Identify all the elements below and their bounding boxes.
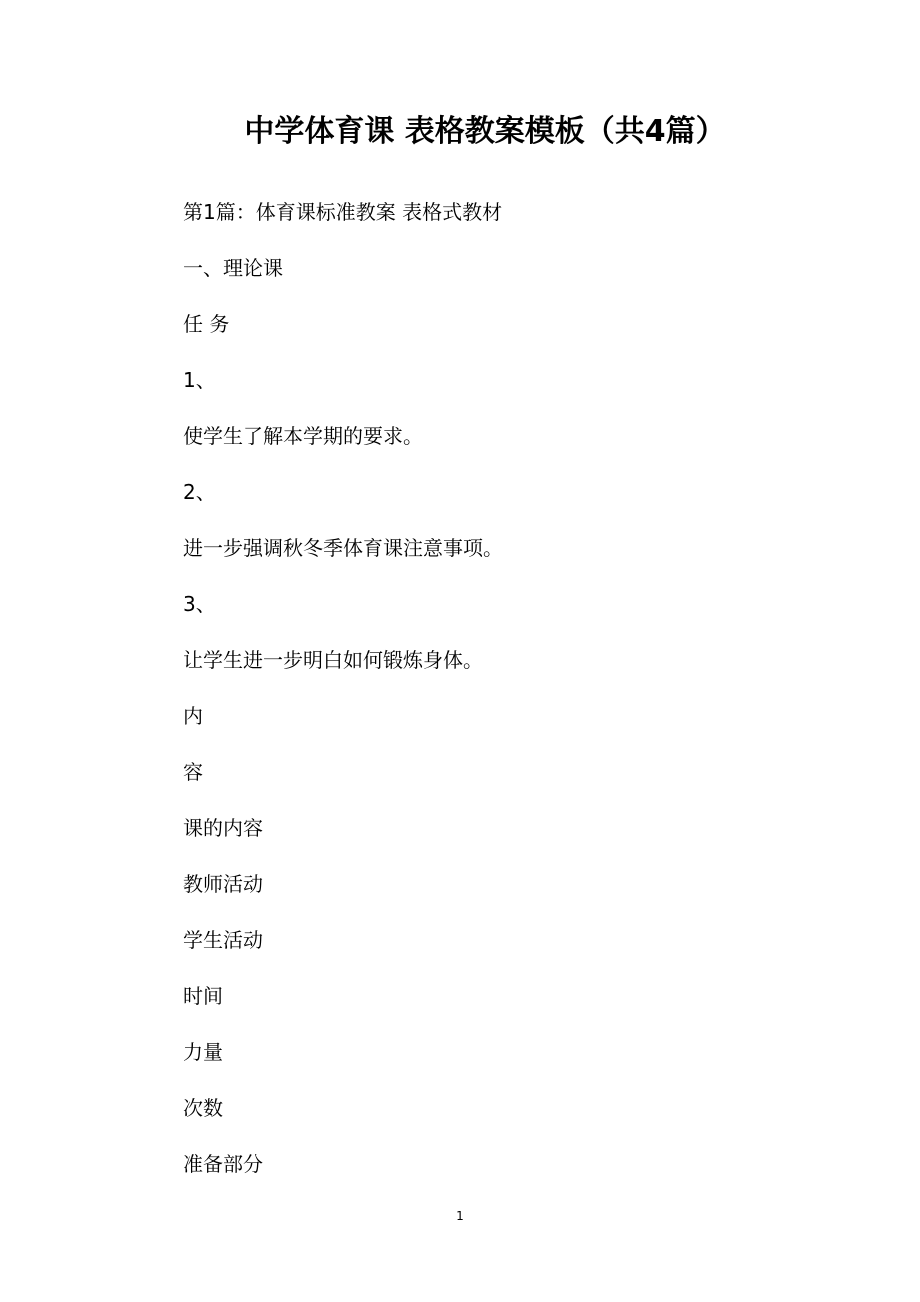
page-number: 1 xyxy=(456,1209,464,1223)
task-label: 任 务 xyxy=(183,312,230,336)
list-number: 3、 xyxy=(183,592,216,616)
subsection-heading: 一、理论课 xyxy=(183,256,283,280)
list-number: 2、 xyxy=(183,480,216,504)
table-header-cell: 次数 xyxy=(183,1096,223,1120)
content-label-part: 容 xyxy=(183,760,203,784)
section-label: 准备部分 xyxy=(183,1152,263,1176)
document-title: 中学体育课 表格教案模板（共4篇） xyxy=(244,114,726,149)
table-header-cell: 教师活动 xyxy=(183,872,263,896)
list-number: 1、 xyxy=(183,368,216,392)
list-item-text: 使学生了解本学期的要求。 xyxy=(183,424,423,448)
section-heading: 第1篇：体育课标准教案 表格式教材 xyxy=(183,200,503,224)
table-header-cell: 力量 xyxy=(183,1040,223,1064)
table-header-cell: 课的内容 xyxy=(183,816,263,840)
table-header-cell: 时间 xyxy=(183,984,223,1008)
list-item-text: 进一步强调秋冬季体育课注意事项。 xyxy=(183,536,503,560)
content-label-part: 内 xyxy=(183,704,203,728)
table-header-cell: 学生活动 xyxy=(183,928,263,952)
list-item-text: 让学生进一步明白如何锻炼身体。 xyxy=(183,648,483,672)
